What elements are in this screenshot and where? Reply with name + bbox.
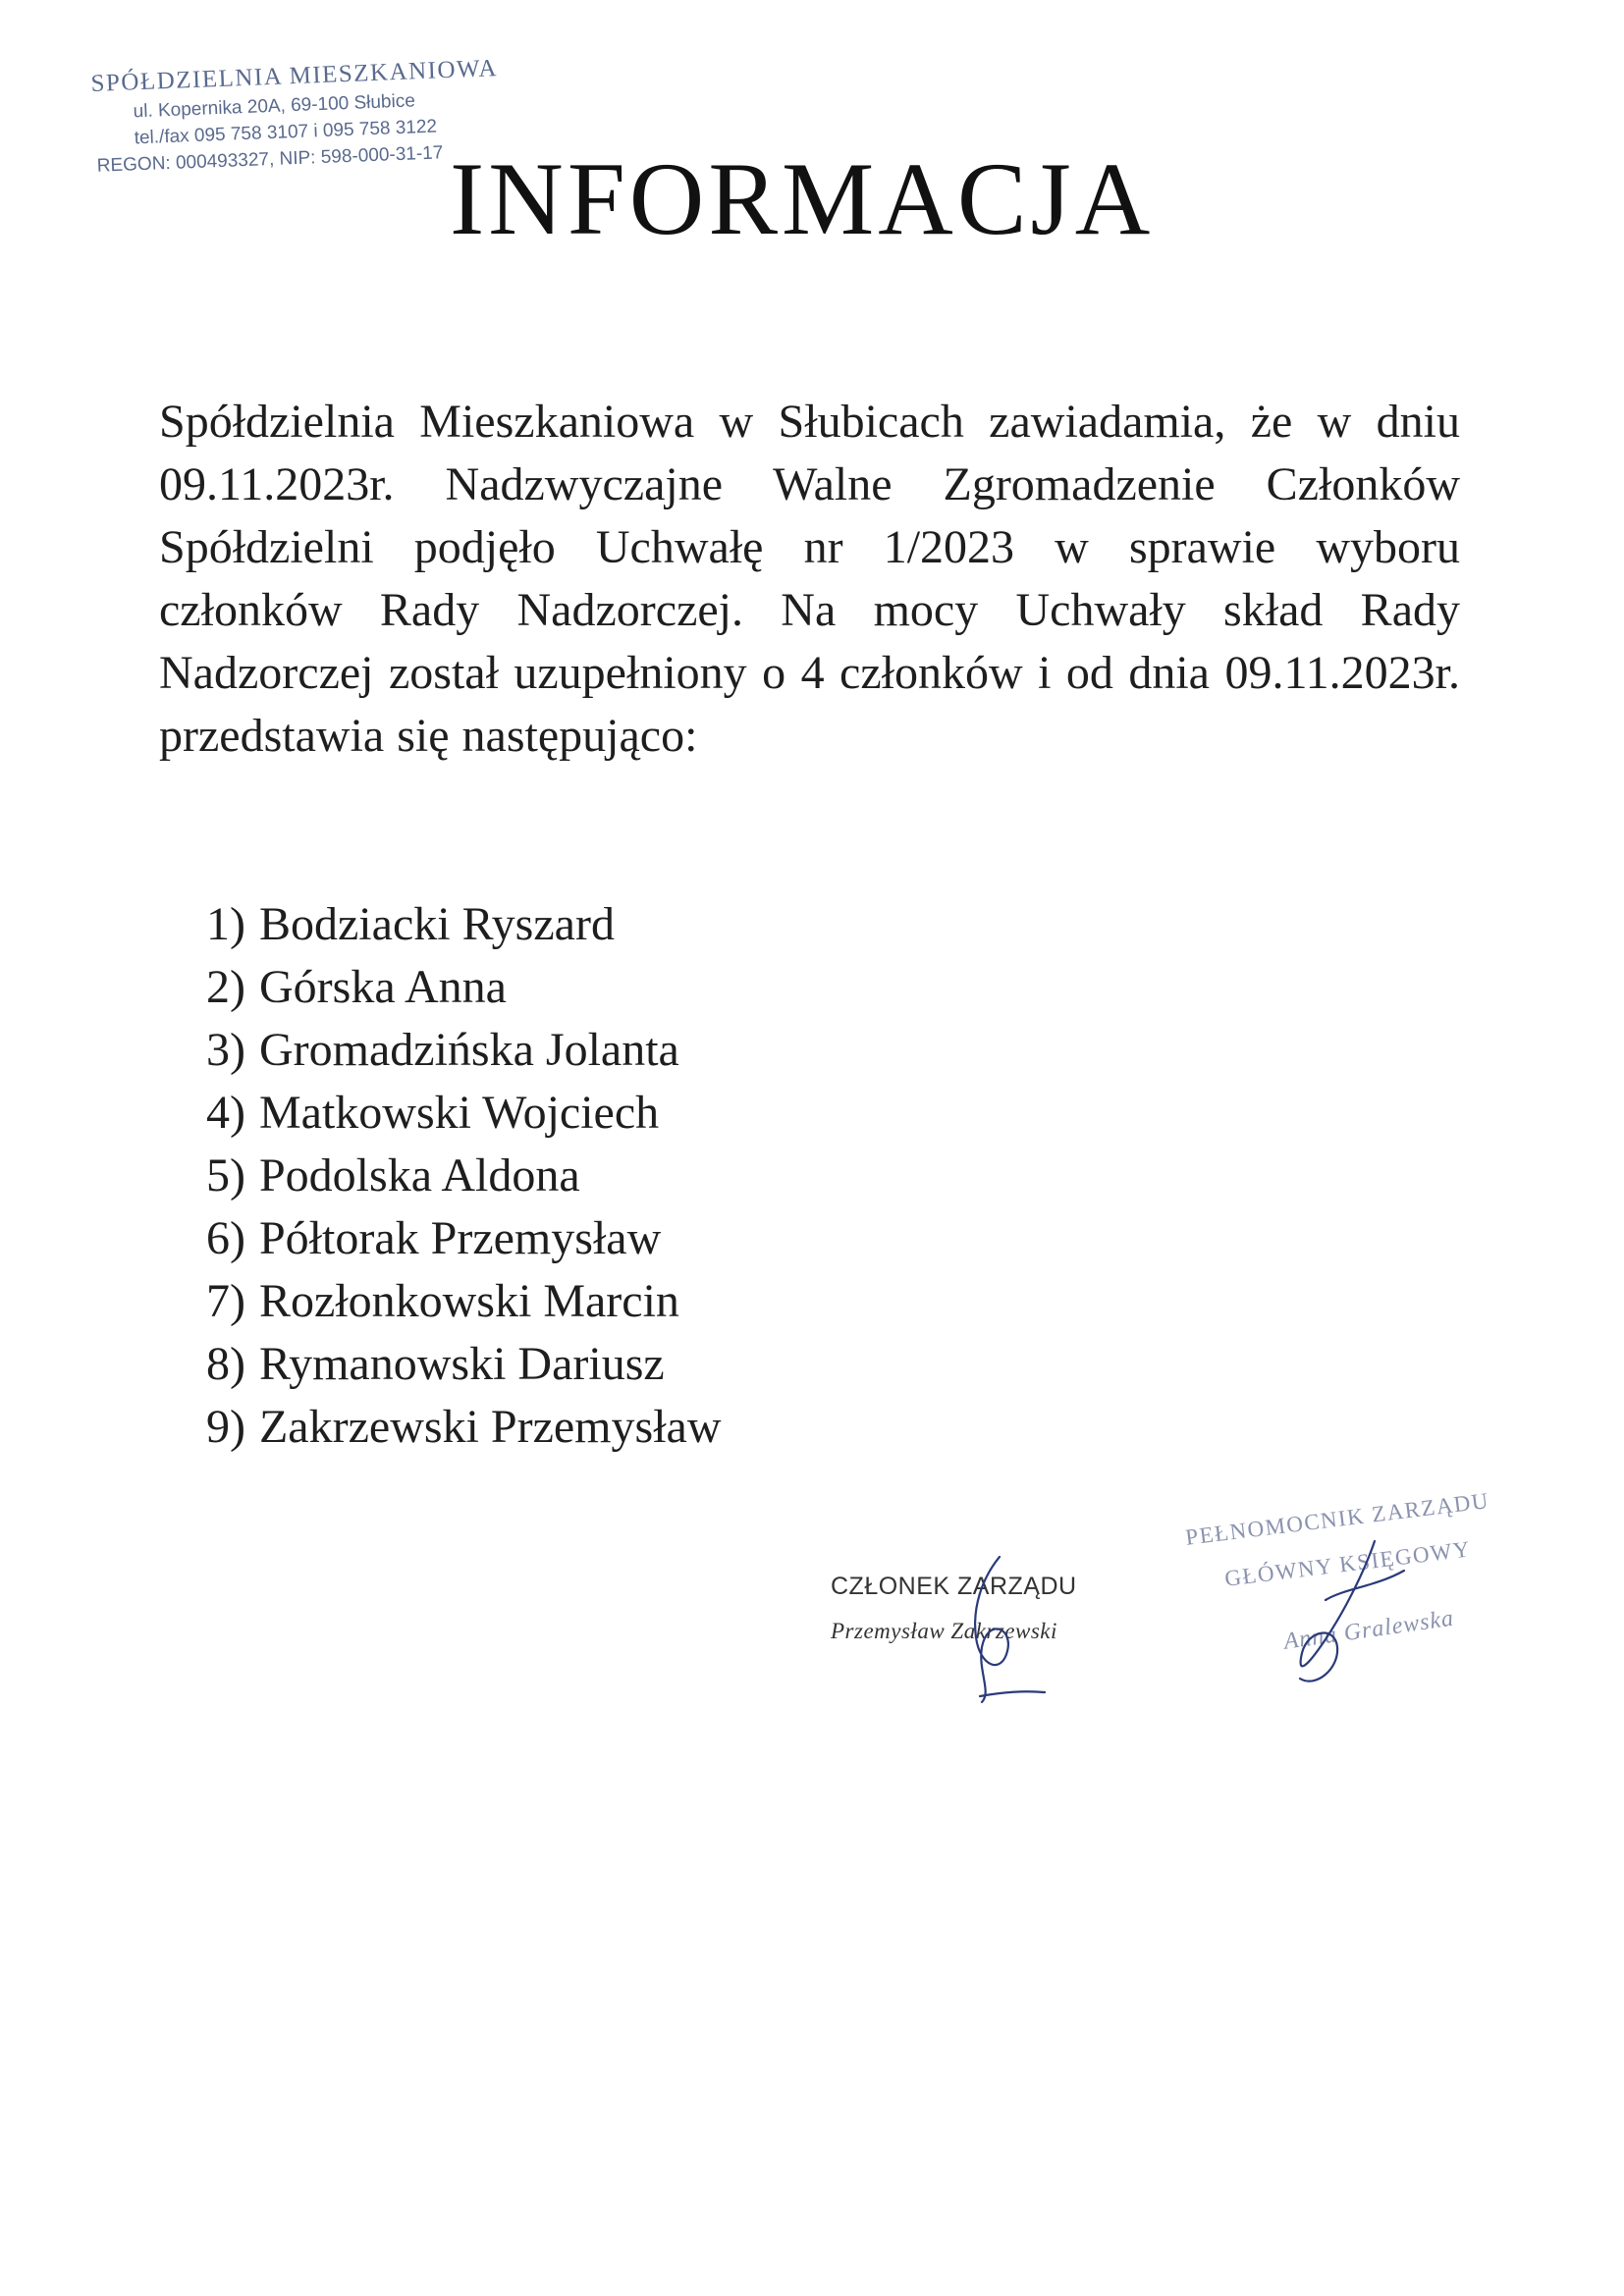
list-item: 6) Półtorak Przemysław	[206, 1212, 662, 1264]
stamp-org-name: SPÓŁDZIELNIA MIESZKANIOWA	[90, 55, 499, 97]
signer-name: Przemysław Zakrzewski	[831, 1619, 1057, 1643]
list-item: 4) Matkowski Wojciech	[206, 1087, 660, 1139]
member-name: Matkowski Wojciech	[258, 1087, 660, 1139]
member-name: Półtorak Przemysław	[258, 1212, 662, 1264]
stamp-role-line2: GŁÓWNY KSIĘGOWY	[1223, 1536, 1473, 1591]
members-list	[206, 893, 722, 1459]
list-item: 2) Górska Anna	[206, 961, 507, 1013]
list-item: 9) Zakrzewski Przemysław	[206, 1401, 722, 1453]
member-name: Gromadzińska Jolanta	[258, 1024, 679, 1076]
handwritten-signature-icon	[943, 1549, 1060, 1706]
member-name: Zakrzewski Przemysław	[258, 1401, 722, 1453]
list-item: 8) Rymanowski Dariusz	[206, 1338, 665, 1390]
handwritten-signature-icon	[1267, 1531, 1414, 1698]
list-item: 3) Gromadzińska Jolanta	[206, 1024, 679, 1076]
list-item: 1) Bodziacki Ryszard	[206, 898, 615, 950]
cooperative-stamp	[90, 53, 507, 180]
stamp-ids: REGON: 000493327, NIP: 598-000-31-17	[96, 142, 444, 177]
member-name: Rymanowski Dariusz	[258, 1338, 665, 1390]
member-name: Podolska Aldona	[258, 1149, 580, 1201]
list-item: 5) Podolska Aldona	[206, 1149, 580, 1201]
member-name: Rozłonkowski Marcin	[258, 1275, 679, 1327]
announcement-body: Spółdzielnia Mieszkaniowa w Słubicach zawiadamia, że w dniu 09.11.2023r. Nadzwyczajne Walne Zgromadzenie Członków Spółdzielni podjęło Uchwałę nr 1/2023 w sprawie wyboru członków Rady Nadzorczej. Na mocy Uchwały skład Rady Nadzorczej został uzupełniony o 4 członków i od dnia 09.11.2023r. przedstawia się następująco:	[159, 396, 1460, 762]
stamp-address: ul. Kopernika 20A, 69-100 Słubice	[133, 90, 416, 123]
member-name: Bodziacki Ryszard	[258, 898, 615, 950]
stamp-signer-name: Anna Gralewska	[1282, 1605, 1456, 1655]
signer-role: CZŁONEK ZARZĄDU	[831, 1573, 1077, 1600]
member-name: Górska Anna	[258, 961, 507, 1013]
stamp-phone: tel./fax 095 758 3107 i 095 758 3122	[134, 116, 438, 149]
list-item: 7) Rozłonkowski Marcin	[206, 1275, 679, 1327]
stamp-role-line1: PEŁNOMOCNIK ZARZĄDU	[1184, 1488, 1491, 1550]
document-title: INFORMACJA	[450, 141, 1155, 256]
